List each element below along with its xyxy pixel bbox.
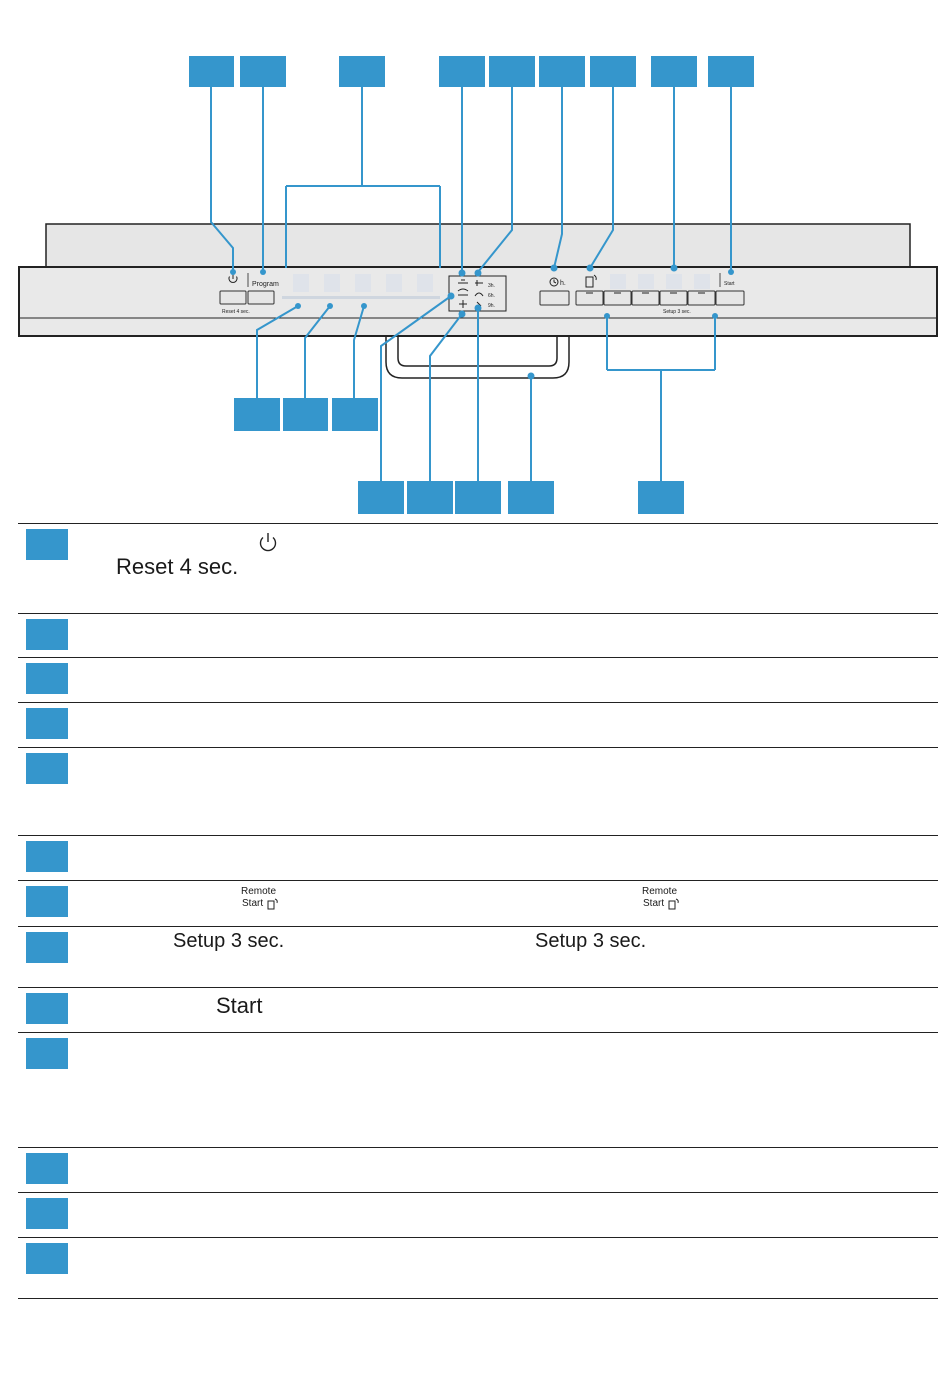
- timer-button[interactable]: [540, 291, 569, 305]
- callout-12: [332, 398, 378, 431]
- remote-start-icon: [668, 897, 680, 911]
- table-row: [18, 880, 938, 927]
- setup-text-a: Setup 3 sec.: [173, 930, 285, 952]
- hour-6: 6h.: [488, 293, 495, 299]
- callout-5: [489, 56, 535, 87]
- row-badge: [26, 841, 68, 872]
- bottom-callouts: [234, 398, 684, 514]
- start-label-a: Start: [242, 898, 264, 909]
- table-row: [18, 926, 938, 988]
- table-row: [18, 747, 938, 836]
- start-button[interactable]: [716, 291, 744, 305]
- table-row: [18, 1237, 938, 1299]
- callout-1: [189, 56, 234, 87]
- table-row: [18, 1192, 938, 1238]
- power-button[interactable]: [220, 291, 246, 304]
- hour-9: 9h.: [488, 303, 495, 309]
- callout-7: [590, 56, 636, 87]
- reset-text: Reset 4 sec.: [116, 554, 239, 579]
- remote-label-a: Remote: [241, 886, 277, 897]
- row-badge: [26, 1153, 68, 1184]
- row-badge: [26, 708, 68, 739]
- table-row: [18, 523, 938, 614]
- row-badge: [26, 932, 68, 963]
- callout-13: [358, 481, 404, 514]
- table-row: [18, 835, 938, 881]
- callout-16: [508, 481, 554, 514]
- callout-17: [638, 481, 684, 514]
- row-badge: [26, 886, 68, 917]
- program-label: Program: [252, 281, 279, 288]
- timer-label: h.: [560, 280, 566, 287]
- remote-label-b: Remote: [642, 886, 678, 897]
- row-badge: [26, 1198, 68, 1229]
- row-badge: [26, 529, 68, 560]
- top-callouts: [189, 56, 754, 87]
- row-badge: [26, 1243, 68, 1274]
- option-buttons: [576, 291, 744, 305]
- remote-start-icon: [267, 897, 279, 911]
- callout-4: [439, 56, 485, 87]
- row-badge: [26, 993, 68, 1024]
- row-badge: [26, 753, 68, 784]
- setup-text-b: Setup 3 sec.: [535, 930, 647, 952]
- start-label-b: Start: [643, 898, 665, 909]
- table-row: [18, 702, 938, 748]
- table-row: [18, 657, 938, 703]
- callout-14: [407, 481, 453, 514]
- callout-10: [234, 398, 280, 431]
- reset-label: Reset 4 sec.: [222, 309, 250, 315]
- callout-8: [651, 56, 697, 87]
- start-text: Start: [216, 993, 263, 1018]
- callout-15: [455, 481, 501, 514]
- callout-3: [339, 56, 385, 87]
- row-badge: [26, 663, 68, 694]
- row-badge: [26, 1038, 68, 1069]
- table-row: [18, 1147, 938, 1193]
- hour-3: 3h.: [488, 283, 495, 289]
- table-row: [18, 987, 938, 1033]
- callout-9: [708, 56, 754, 87]
- door-top: [46, 224, 910, 268]
- control-panel-diagram: [0, 0, 950, 520]
- setup-label: Setup 3 sec.: [663, 309, 691, 315]
- start-label: Start: [724, 281, 735, 287]
- table-bottom-rule: [18, 1298, 938, 1299]
- row-badge: [26, 619, 68, 650]
- power-icon: [257, 531, 279, 553]
- callout-6: [539, 56, 585, 87]
- callout-11: [283, 398, 328, 431]
- table-row: [18, 613, 938, 658]
- program-button[interactable]: [248, 291, 274, 304]
- callout-2: [240, 56, 286, 87]
- table-row: [18, 1032, 938, 1148]
